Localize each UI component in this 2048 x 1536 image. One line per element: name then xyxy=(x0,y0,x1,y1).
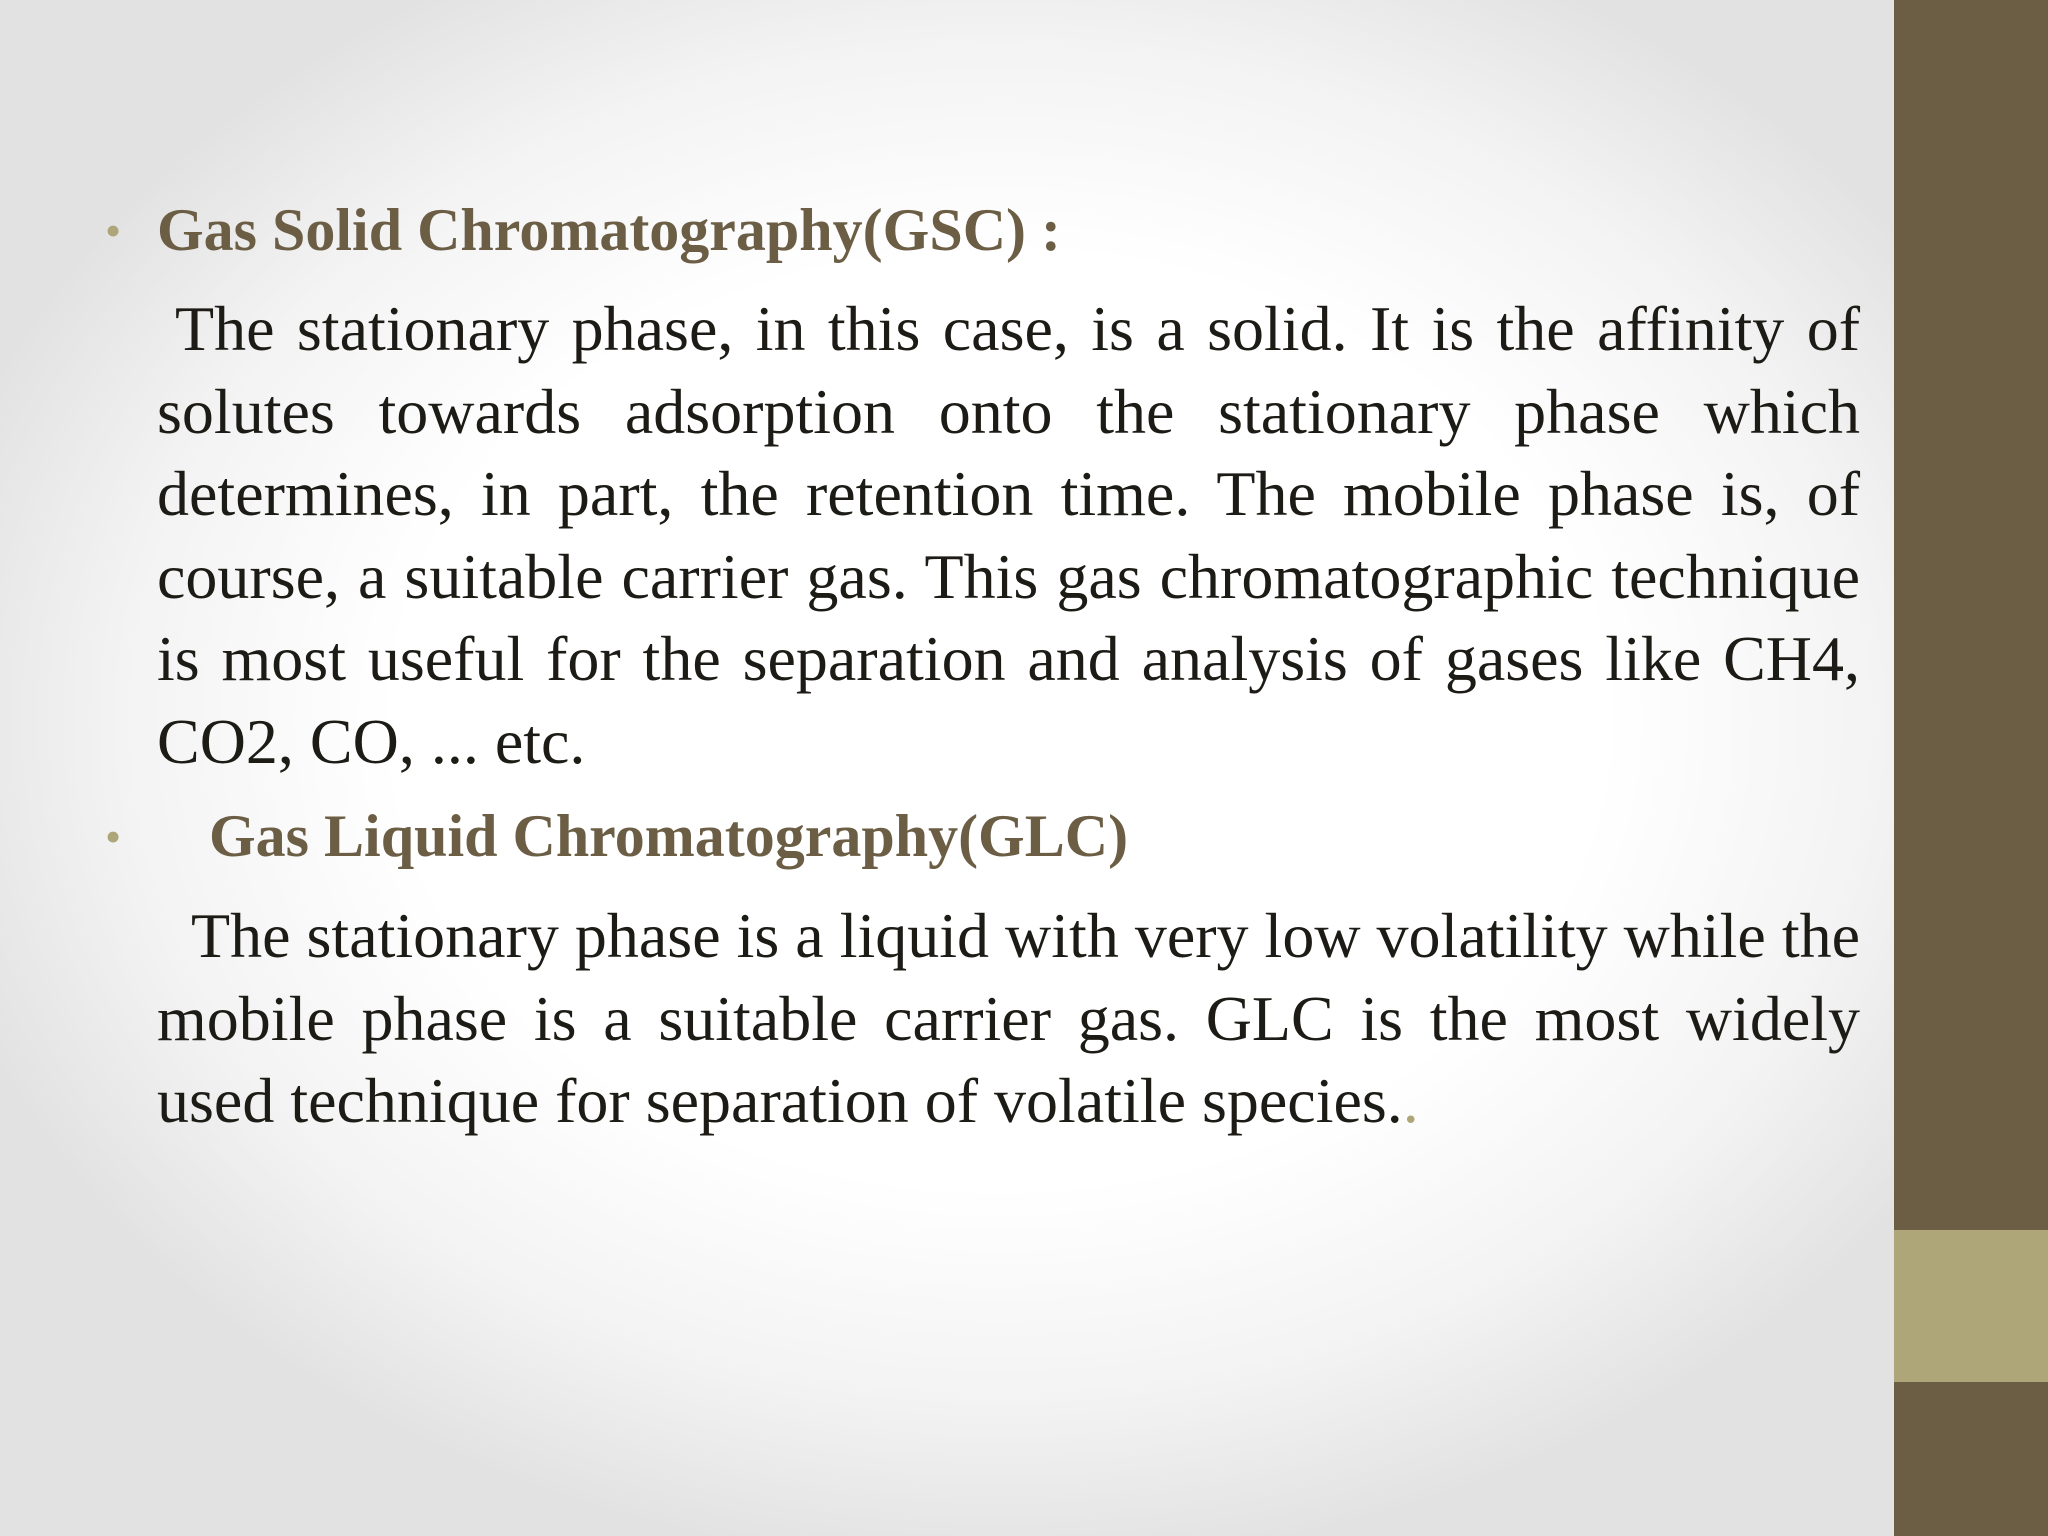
heading-gsc: Gas Solid Chromatography(GSC) : xyxy=(157,197,1061,263)
paragraph-gsc-text: The stationary phase, in this case, is a solid. It is the affinity of solutes towards adsorption onto the stationary phase which determines, in part, the retention time. The mobile phase is, of course, a suitable carrier gas. This gas chromatographic technique is most useful for the separation and analysis of gases like CH4, CO2, CO, ... etc. xyxy=(157,293,1860,777)
paragraph-gsc xyxy=(157,288,1860,783)
side-decoration-accent xyxy=(1894,1230,2048,1382)
bullet-item-gsc xyxy=(105,194,1061,267)
paragraph-glc xyxy=(157,895,1860,1143)
bullet-icon: • xyxy=(105,205,122,256)
bullet-icon: • xyxy=(105,811,122,862)
bullet-item-glc xyxy=(105,800,1129,873)
heading-glc: Gas Liquid Chromatography(GLC) xyxy=(209,803,1129,869)
paragraph-glc-text: The stationary phase is a liquid with very low volatility while the mobile phase is a suitable carrier gas. GLC is the most widely used technique for separation of volatile species. xyxy=(157,900,1860,1136)
trailing-dot: . xyxy=(1402,1065,1419,1136)
